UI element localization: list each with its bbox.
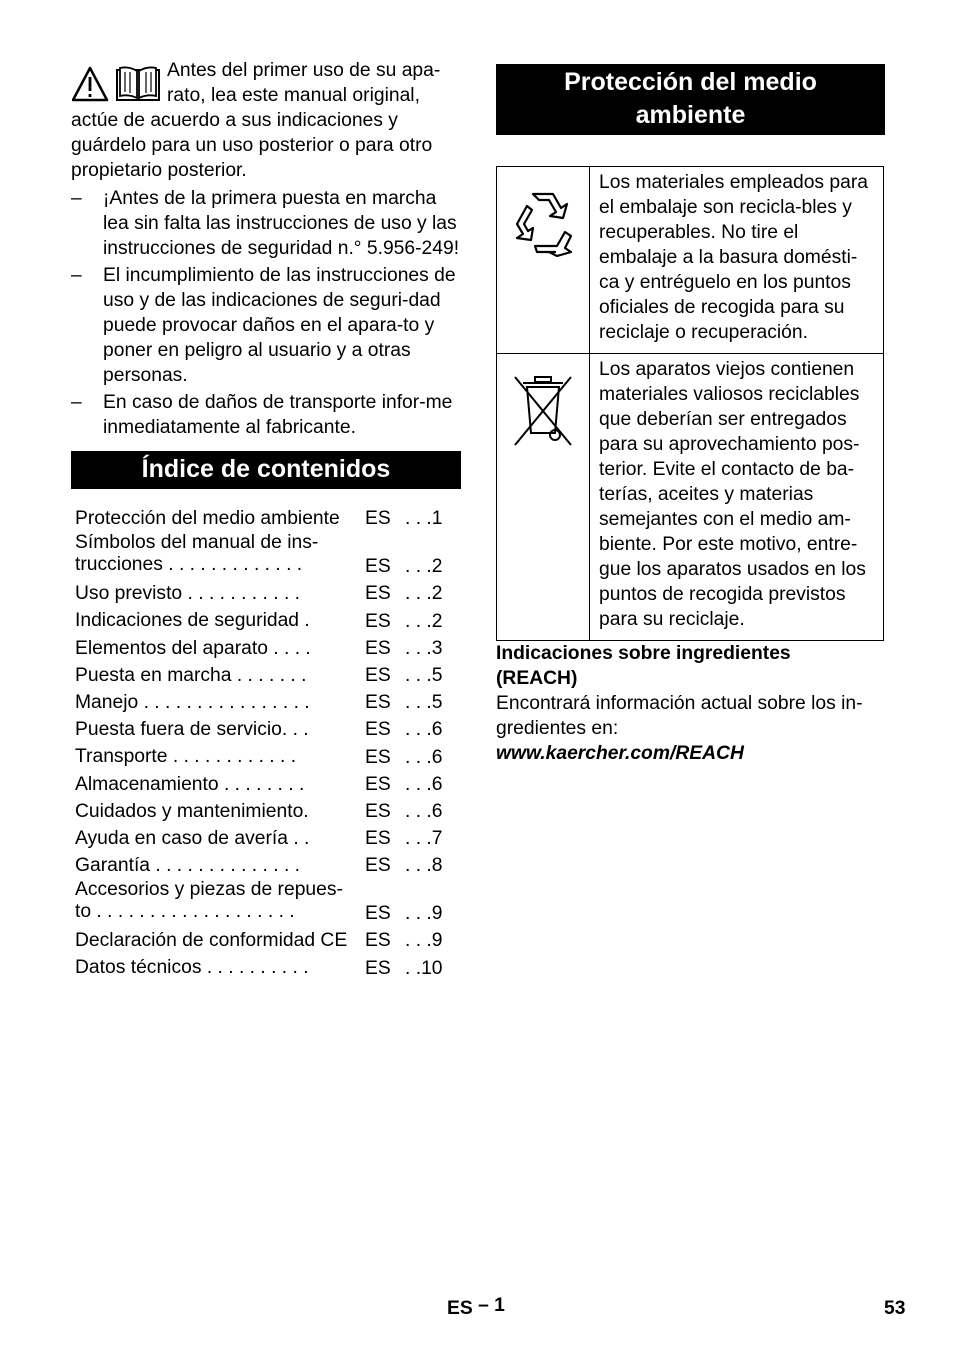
footer-page-number: 53 <box>884 1298 906 1319</box>
toc-title <box>75 852 365 879</box>
toc-lang: ES <box>365 773 391 795</box>
toc-title <box>75 505 365 532</box>
toc-lang: ES <box>365 637 391 659</box>
toc-title <box>75 580 365 607</box>
toc-lang: ES <box>365 508 391 530</box>
toc-row[interactable] <box>75 743 461 770</box>
toc-row[interactable] <box>75 879 461 927</box>
toc-title-line1: Ayuda en caso de avería . . <box>75 827 310 849</box>
bullet-item <box>71 263 461 388</box>
toc-row[interactable] <box>75 607 461 634</box>
toc-title-line1: Garantía . . . . . . . . . . . . . . <box>75 855 301 877</box>
bullet-dash: – <box>71 188 82 209</box>
toc-title-line1: Transporte . . . . . . . . . . . . <box>75 746 297 768</box>
toc-page: . . .2 <box>405 556 443 578</box>
bullet-text: En caso de daños de transporte infor-me inmediatamente al fabricante. <box>103 392 453 438</box>
intro-block <box>71 58 461 183</box>
toc-title-line1: Datos técnicos . . . . . . . . . . <box>75 957 309 979</box>
toc-title <box>75 662 365 689</box>
toc-page: . . .8 <box>405 855 443 877</box>
toc-title <box>75 743 365 770</box>
recycle-text: Los materiales empleados para el embalaje son recicla-bles y recuperables. No tire el embalaje a la basura domésti-ca y entréguelo en los puntos oficiales de recogida para su reciclaje o recuperación. <box>590 167 884 354</box>
right-column <box>496 64 885 766</box>
toc-row[interactable] <box>75 505 461 532</box>
intro-line1: Antes del primer uso de su apa- <box>167 60 441 81</box>
crossed-bin-icon <box>511 373 575 449</box>
toc-title <box>75 771 365 798</box>
toc-lang: ES <box>365 746 391 768</box>
toc-title <box>75 607 365 634</box>
environment-table <box>496 166 884 641</box>
toc-title-line2: to . . . . . . . . . . . . . . . . . . . <box>75 901 295 923</box>
bin-text: Los aparatos viejos contienen materiales valiosos reciclables que deberían ser entregados para su aprovechamiento pos-terior. Evite el contacto de ba-terías, aceites y materias semejantes con el medio am-biente. Por este motivo, entre-gue los aparatos usados en los puntos de recogida previstos para su reciclaje. <box>590 354 884 641</box>
environment-heading-line1: Protección del medio <box>564 68 817 96</box>
bullet-item <box>71 186 461 261</box>
toc-title-line1: Elementos del aparato . . . . <box>75 637 311 659</box>
toc-lang: ES <box>365 556 391 578</box>
toc-title-line1: Uso previsto . . . . . . . . . . . <box>75 583 301 605</box>
toc-title-line1: Indicaciones de seguridad . <box>75 610 310 632</box>
bullet-dash: – <box>71 265 82 286</box>
toc-title-line1: Accesorios y piezas de repues- <box>75 879 343 901</box>
toc-page: . .10 <box>405 957 443 979</box>
reach-heading-line1: Indicaciones sobre ingredientes <box>496 643 791 664</box>
toc-row[interactable] <box>75 954 461 981</box>
toc-row[interactable] <box>75 716 461 743</box>
toc-lang: ES <box>365 828 391 850</box>
toc-title <box>75 879 365 923</box>
toc-lang: ES <box>365 583 391 605</box>
toc-title-line2: trucciones . . . . . . . . . . . . . <box>75 554 303 576</box>
toc-row[interactable] <box>75 532 461 580</box>
bullet-dash: – <box>71 392 82 413</box>
toc-row[interactable] <box>75 662 461 689</box>
toc-row[interactable] <box>75 798 461 825</box>
toc-title-line1: Manejo . . . . . . . . . . . . . . . . <box>75 691 310 713</box>
toc-row[interactable] <box>75 927 461 954</box>
toc-title-line1: Puesta en marcha . . . . . . . <box>75 664 307 686</box>
toc-lang: ES <box>365 664 391 686</box>
toc-title <box>75 716 365 743</box>
toc-title-line1: Protección del medio ambiente <box>75 508 340 529</box>
environment-heading <box>496 64 885 135</box>
toc-page: . . .6 <box>405 719 443 741</box>
toc-page: . . .2 <box>405 610 443 632</box>
table-of-contents <box>71 505 461 982</box>
toc-row[interactable] <box>75 825 461 852</box>
toc-heading: Índice de contenidos <box>71 451 461 489</box>
toc-title <box>75 689 365 716</box>
toc-title-line1: Símbolos del manual de ins- <box>75 532 319 554</box>
manual-book-icon <box>116 66 160 102</box>
toc-title-line1: Cuidados y mantenimiento. <box>75 800 309 822</box>
intro-icons <box>72 66 162 102</box>
reach-heading <box>496 641 885 691</box>
toc-lang: ES <box>365 610 391 632</box>
safety-bullets <box>71 186 461 440</box>
reach-section <box>496 641 885 766</box>
toc-page: . . .1 <box>405 508 443 530</box>
reach-heading-line2: (REACH) <box>496 668 578 689</box>
bullet-item <box>71 390 461 440</box>
toc-title-line1: Declaración de conformidad CE <box>75 930 348 952</box>
toc-row[interactable] <box>75 580 461 607</box>
toc-lang: ES <box>365 903 391 925</box>
bullet-text: ¡Antes de la primera puesta en marcha lea sin falta las instrucciones de uso y las instrucciones de seguridad n.° 5.956-249! <box>103 188 460 259</box>
toc-row[interactable] <box>75 852 461 879</box>
toc-row[interactable] <box>75 635 461 662</box>
footer-lang: ES <box>447 1298 473 1319</box>
environment-heading-line2: ambiente <box>635 101 746 129</box>
toc-row[interactable] <box>75 689 461 716</box>
recycle-icon <box>505 186 581 266</box>
toc-lang: ES <box>365 855 391 877</box>
toc-page: . . .7 <box>405 828 443 850</box>
reach-text: Encontrará información actual sobre los in-gredientes en: <box>496 693 863 739</box>
toc-page: . . .9 <box>405 930 443 952</box>
toc-page: . . .2 <box>405 583 443 605</box>
toc-row[interactable] <box>75 771 461 798</box>
toc-lang: ES <box>365 692 391 714</box>
toc-title <box>75 954 365 981</box>
toc-lang: ES <box>365 930 391 952</box>
table-row <box>497 167 884 354</box>
toc-title-line1: Puesta fuera de servicio. . . <box>75 719 309 741</box>
toc-page: . . .3 <box>405 637 443 659</box>
toc-page: . . .6 <box>405 800 443 822</box>
toc-title <box>75 532 365 576</box>
footer-section-page: – 1 <box>478 1295 505 1316</box>
reach-link[interactable]: www.kaercher.com/REACH <box>496 743 744 764</box>
icon-cell <box>497 167 590 354</box>
toc-page: . . .5 <box>405 692 443 714</box>
toc-lang: ES <box>365 800 391 822</box>
toc-title-line1: Almacenamiento . . . . . . . . <box>75 773 305 795</box>
toc-lang: ES <box>365 719 391 741</box>
footer-section <box>447 1296 505 1322</box>
icon-cell <box>497 354 590 641</box>
table-row <box>497 354 884 641</box>
left-column <box>71 58 461 982</box>
toc-page: . . .6 <box>405 746 443 768</box>
toc-page: . . .9 <box>405 903 443 925</box>
toc-title <box>75 635 365 662</box>
intro-line2: rato, lea este manual original, <box>167 85 420 106</box>
toc-page: . . .6 <box>405 773 443 795</box>
toc-title <box>75 927 365 954</box>
bullet-text: El incumplimiento de las instrucciones de uso y de las indicaciones de seguri-dad puede provocar daños en el apara-to y poner en peligro al usuario y a otras personas. <box>103 265 456 386</box>
toc-title <box>75 798 365 825</box>
intro-rest: actúe de acuerdo a sus indicaciones y guárdelo para un uso posterior o para otro propietario posterior. <box>71 110 433 181</box>
toc-page: . . .5 <box>405 664 443 686</box>
toc-title <box>75 825 365 852</box>
toc-lang: ES <box>365 957 391 979</box>
